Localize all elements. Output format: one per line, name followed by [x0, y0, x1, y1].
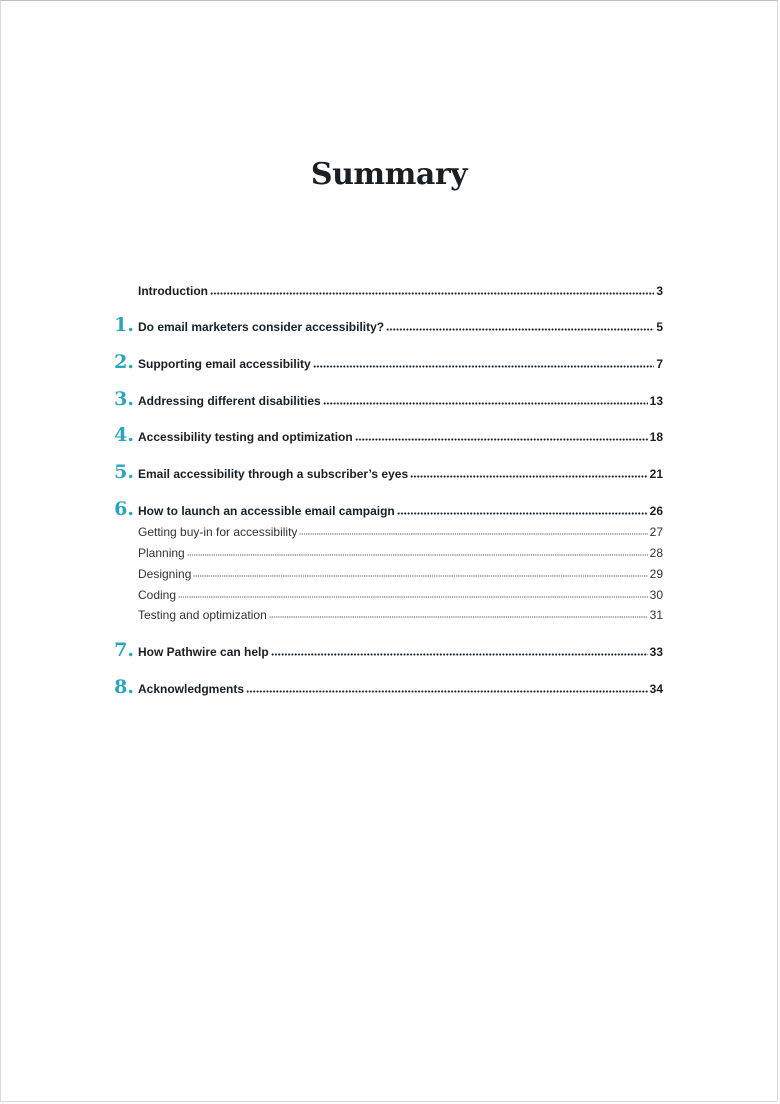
- dot-leader: [299, 524, 647, 536]
- toc-page-number: 3: [656, 284, 663, 298]
- toc-subentry-label: Planning: [138, 546, 185, 560]
- toc-subentry-planning[interactable]: [138, 545, 663, 560]
- toc-page-number: 29: [649, 567, 663, 581]
- dot-leader: [187, 545, 648, 557]
- toc-subentry-label: Getting buy-in for accessibility: [138, 525, 298, 539]
- toc-entry-label: Do email marketers consider accessibility?: [138, 320, 385, 334]
- dot-leader: [410, 466, 648, 478]
- toc-entry-1[interactable]: [114, 314, 663, 336]
- toc-page-number: 7: [656, 357, 663, 371]
- toc-subentry-label: Designing: [138, 567, 192, 581]
- toc-entry-label: How to launch an accessible email campaign: [138, 504, 395, 518]
- section-number: 3.: [114, 388, 134, 410]
- toc-page-number: 18: [649, 430, 663, 444]
- dot-leader: [355, 429, 648, 441]
- toc-entry-introduction[interactable]: [138, 283, 663, 298]
- toc-subentry-testing[interactable]: [138, 607, 663, 622]
- toc-page-number: 31: [649, 608, 663, 622]
- toc-entry-label: Accessibility testing and optimization: [138, 430, 353, 444]
- toc-entry-label: Acknowledgments: [138, 682, 245, 696]
- section-number: 2.: [114, 351, 134, 373]
- toc-page-number: 30: [649, 588, 663, 602]
- dot-leader: [386, 319, 654, 331]
- toc-subentry-buy-in[interactable]: [138, 524, 663, 539]
- toc-subentry-label: Testing and optimization: [138, 608, 267, 622]
- toc-entry-3[interactable]: [114, 388, 663, 410]
- section-number: 5.: [114, 461, 134, 483]
- dot-leader: [271, 644, 648, 656]
- toc-subentry-label: Coding: [138, 588, 177, 602]
- toc-entry-label: Email accessibility through a subscriber’s eyes: [138, 467, 409, 481]
- toc-page-number: 21: [649, 467, 663, 481]
- toc-entry-label: Supporting email accessibility: [138, 357, 311, 371]
- toc-page-number: 28: [649, 546, 663, 560]
- section-number: 6.: [114, 498, 134, 520]
- toc-entry-label: Addressing different disabilities: [138, 394, 321, 408]
- toc-page-number: 33: [649, 645, 663, 659]
- toc-subentry-coding[interactable]: [138, 587, 663, 602]
- toc-entry-5[interactable]: [114, 461, 663, 483]
- section-number: 1.: [114, 314, 134, 336]
- dot-leader: [246, 681, 648, 693]
- dot-leader: [313, 356, 655, 368]
- toc-entry-8[interactable]: [114, 676, 663, 698]
- toc-page-number: 27: [649, 525, 663, 539]
- dot-leader: [397, 503, 648, 515]
- dot-leader: [323, 393, 648, 405]
- toc-entry-7[interactable]: [114, 639, 663, 661]
- toc-subentry-designing[interactable]: [138, 566, 663, 581]
- toc-entry-label: How Pathwire can help: [138, 645, 269, 659]
- toc-entry-6[interactable]: [114, 498, 663, 520]
- section-number: 7.: [114, 639, 134, 661]
- section-number: 4.: [114, 424, 134, 446]
- toc-page-number: 13: [649, 394, 663, 408]
- toc-page-number: 5: [656, 320, 663, 334]
- toc-page-number: 26: [649, 504, 663, 518]
- dot-leader: [269, 607, 648, 619]
- toc-entry-4[interactable]: [114, 424, 663, 446]
- page-title: Summary: [310, 157, 468, 192]
- toc-entry-2[interactable]: [114, 351, 663, 373]
- dot-leader: [193, 566, 647, 578]
- section-number: 8.: [114, 676, 134, 698]
- toc-entry-label: Introduction: [138, 284, 208, 298]
- dot-leader: [210, 283, 654, 295]
- dot-leader: [178, 587, 648, 599]
- toc-page-number: 34: [649, 682, 663, 696]
